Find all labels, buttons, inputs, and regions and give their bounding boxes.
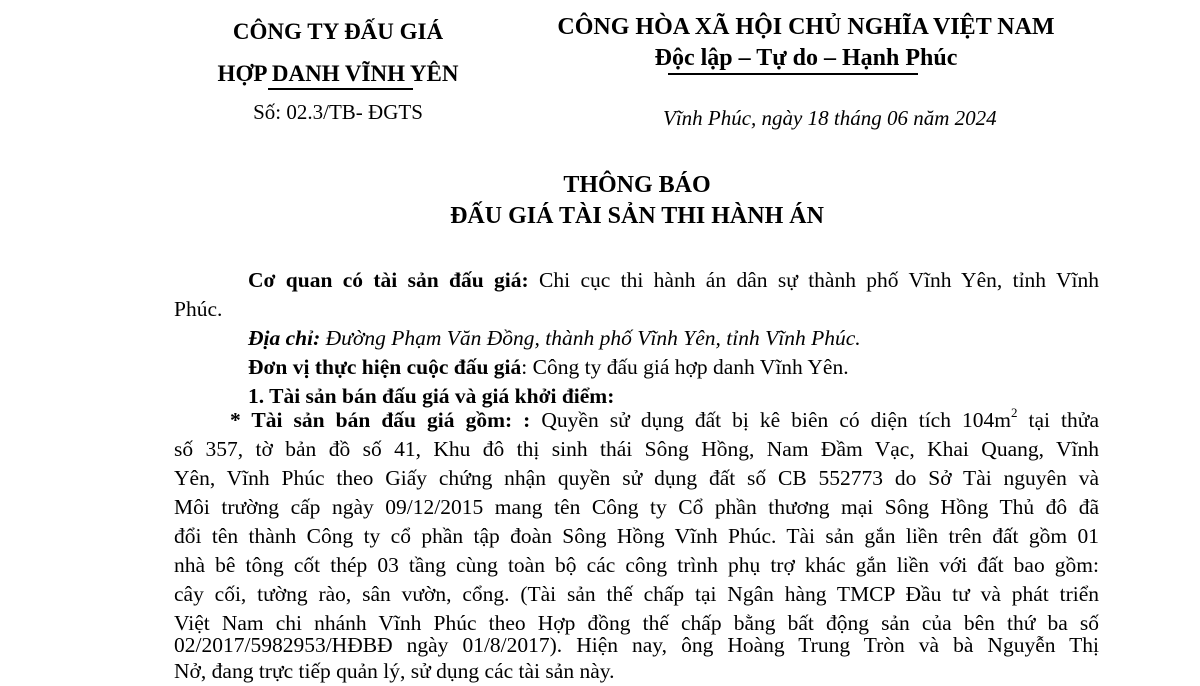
address-label: Địa chỉ: <box>248 326 321 350</box>
document-subtitle: ĐẤU GIÁ TÀI SẢN THI HÀNH ÁN <box>450 203 824 229</box>
assets-text-a: Quyền sử dụng đất bị kê biên có diện tích 104m <box>530 408 1011 432</box>
reference-number: Số: 02.3/TB- ĐGTS <box>253 100 423 124</box>
agency-label: Cơ quan có tài sản đấu giá: <box>248 268 529 292</box>
unit-label: Đơn vị thực hiện cuộc đấu giá <box>248 355 522 379</box>
motto-underline <box>668 73 918 75</box>
company-name-line1: CÔNG TY ĐẤU GIÁ <box>232 19 444 44</box>
body-line-2: Yên, Vĩnh Phúc theo Giấy chứng nhận quyền sử dụng đất số CB 552773 do Sở Tài nguyên và <box>174 466 1099 490</box>
agency-value: Chi cục thi hành án dân sự thành phố Vĩnh Yên, tỉnh Vĩnh <box>528 268 1100 292</box>
address-value: Đường Phạm Văn Đồng, thành phố Vĩnh Yên, tỉnh Vĩnh Phúc. <box>320 326 861 350</box>
unit-value: : Công ty đấu giá hợp danh Vĩnh Yên. <box>521 355 849 379</box>
national-motto: Độc lập – Tự do – Hạnh Phúc <box>654 45 958 71</box>
body-line-5: nhà bê tông cốt thép 03 tầng cùng toàn bộ các công trình phụ trợ khác gắn liền với đất bao gồm: <box>174 553 1099 577</box>
address-line <box>248 324 861 353</box>
body-line-3: Môi trường cấp ngày 09/12/2015 mang tên Công ty Cổ phần thương mại Sông Hồng Thủ đô đã <box>174 495 1099 519</box>
body-line-9: Nở, đang trực tiếp quản lý, sử dụng các tài sản này. <box>174 659 615 683</box>
company-name-underline <box>268 88 413 90</box>
assets-label: * Tài sản bán đấu giá gồm: : <box>230 408 531 432</box>
section-1-heading: 1. Tài sản bán đấu giá và giá khởi điểm: <box>248 384 615 408</box>
agency-line <box>248 266 1099 295</box>
issue-date: Vĩnh Phúc, ngày 18 tháng 06 năm 2024 <box>663 106 997 130</box>
body-line-7: Việt Nam chi nhánh Vĩnh Phúc theo Hợp đồng thế chấp bằng bất động sản của bên thứ ba số <box>174 611 1099 635</box>
body-line-8: 02/2017/5982953/HĐBĐ ngày 01/8/2017). Hiện nay, ông Hoàng Trung Tròn và bà Nguyễn Thị <box>174 633 1099 657</box>
document-title: THÔNG BÁO <box>563 172 711 198</box>
unit-line <box>248 353 849 382</box>
body-line-4: đổi tên thành Công ty cổ phần tập đoàn Sông Hồng Vĩnh Phúc. Tài sản gắn liền trên đất gồm 01 <box>174 524 1099 548</box>
body-line-6: cây cối, tường rào, sân vườn, cổng. (Tài sản thế chấp tại Ngân hàng TMCP Đầu tư và phát triển <box>174 582 1099 606</box>
company-name-line2: HỢP DANH VĨNH YÊN <box>217 61 459 86</box>
assets-first-line <box>230 406 1099 435</box>
national-title: CÔNG HÒA XÃ HỘI CHỦ NGHĨA VIỆT NAM <box>557 14 1055 40</box>
assets-text-b: tại thửa <box>1017 408 1099 432</box>
area-superscript: 2 <box>1010 404 1018 420</box>
body-line-1: số 357, tờ bản đồ số 41, Khu đô thị sinh thái Sông Hồng, Nam Đầm Vạc, Khai Quang, Vĩnh <box>174 437 1099 461</box>
agency-value-cont: Phúc. <box>174 297 223 321</box>
